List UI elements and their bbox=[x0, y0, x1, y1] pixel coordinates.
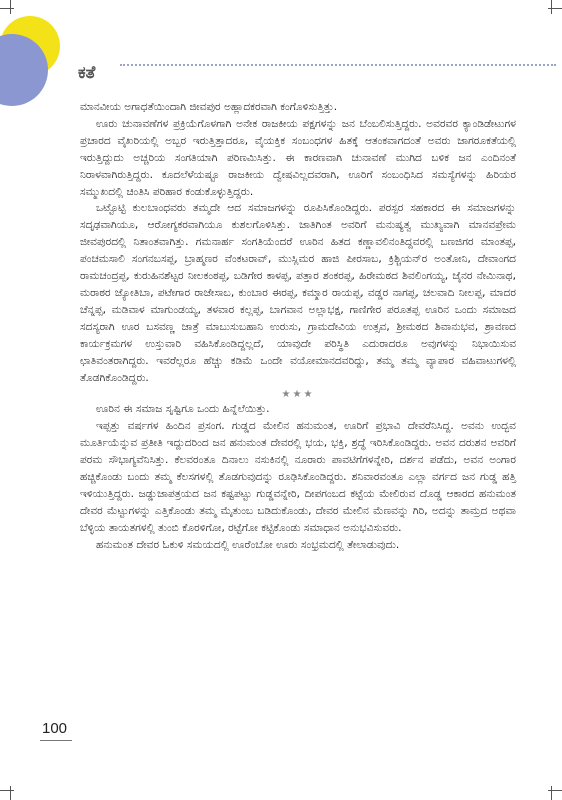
paragraph: ಇಪ್ಪತ್ತು ವರ್ಷಗಳ ಹಿಂದಿನ ಪ್ರಸಂಗ. ಗುಡ್ಡದ ಮೇಲಿನ ಹನುಮಂತ, ಊರಿಗೆ ಪ್ರಭಾವಿ ದೇವರೆನಿಸಿದ್ದ. ಅವನು ಉದ್ಭವ ಮೂರ್ತಿಯೆನ್ನುವ ಪ್ರತೀತಿ ಇದ್ದುದರಿಂದ ಜನ ಹನುಮಂತ ದೇವರಲ್ಲಿ ಭಯ, ಭಕ್ತಿ, ಶ್ರದ್ಧೆ ಇರಿಸಿಕೊಂಡಿದ್ದರು. ಅವನ ದರುಶನ ಅವರಿಗೆ ಪರಮ ಸೌಭಾಗ್ಯವೆನಿಸಿತ್ತು. ಕೆಲವರಂತೂ ದಿನಾಲು ನಸುಕಿನಲ್ಲಿ ನೂರಾರು ಪಾವಟಿಗೆಗಳನ್ನೇರಿ, ದರ್ಶನ ಪಡೆದು, ಅವನ ಅಂಗಾರ ಹಚ್ಚಿಕೊಂಡು ಬಂದು ತಮ್ಮ ಕೆಲಸಗಳಲ್ಲಿ ತೊಡಗುವುದನ್ನು ರೂಢಿಸಿಕೊಂಡಿದ್ದರು. ಶನಿವಾರವಂತೂ ಎಲ್ಲಾ ವರ್ಗದ ಜನ ಗುಡ್ಡ ಹತ್ತಿ ಇಳಿಯುತ್ತಿದ್ದರು. ಜಡ್ಡುಜಾಪತ್ರಯದ ಜನ ಕಷ್ಟಪಟ್ಟು ಗುಡ್ಡವನ್ನೇರಿ, ದೀಪಗಂಬದ ಕಟ್ಟೆಯ ಮೇಲಿರುವ ದೊಡ್ಡ ಆಕಾರದ ಹನುಮಂತ ದೇವರ ಮೆಟ್ಟುಗಳನ್ನು ಎತ್ತಿಕೊಂಡು ತಮ್ಮ ಮೈತುಂಬ ಬಡಿದುಕೊಂಡು, ದೇವರ ಮೇಲಿನ ಮೆಣವನ್ನು ಗಿರಿ, ಅದನ್ನು ತಾಮ್ರದ ಅಥವಾ ಬೆಳ್ಳಿಯ ತಾಯತಗಳಲ್ಲಿ ತುಂಬಿ ಕೊರಳಿಗೋ, ರಟ್ಟೆಗೋ ಕಟ್ಟಿಕೊಂಡು ಸಮಾಧಾನ ಅನುಭವಿಸುವರು. bbox=[80, 420, 516, 534]
crop-mark bbox=[551, 786, 552, 800]
story-body bbox=[80, 99, 516, 554]
page-number-rule bbox=[40, 740, 72, 741]
page-number: 100 bbox=[42, 720, 68, 737]
corner-decoration bbox=[0, 0, 90, 110]
crop-mark bbox=[551, 0, 552, 14]
paragraph: ಹನುಮಂತ ದೇವರ ಓಕುಳಿ ಸಮಯದಲ್ಲಿ ಊರೆಂಬೋ ಊರು ಸಂಭ್ರಮದಲ್ಲಿ ತೇಲಾಡುವುದು. bbox=[96, 538, 400, 551]
section-separator: ★★★ bbox=[281, 389, 315, 401]
crop-mark bbox=[10, 786, 11, 800]
paragraph: ಒಟ್ಟೊಟ್ಟಿ ಕುಲಬಾಂಧವರು ತಮ್ಮದೇ ಆದ ಸಮಾಜಗಳನ್ನು ರೂಪಿಸಿಕೊಂಡಿದ್ದರು. ಪರಸ್ಪರ ಸಹಕಾರದ ಈ ಸಮಾಜಗಳನ್ನು ಸದೃಢವಾಗಿಯೂ, ಆರೋಗ್ಯಕರವಾಗಿಯೂ ಕುಶಲಗೊಳಿಸಿತ್ತು. ಜಾತಿಗಿಂತ ಅವರಿಗೆ ಮನುಷ್ಯತ್ವ ಮುಖ್ಯವಾಗಿ ಮಾನವಪ್ರೇಮ ಜೀವಪುರದಲ್ಲಿ ನಿತಾಂತವಾಗಿತ್ತು. ಗಮನಾರ್ಹ ಸಂಗತಿಯೆಂದರೆ ಊರಿನ ಹಿತದ ಕಣ್ಣಾವಲಿನಂತಿದ್ದವರಲ್ಲಿ ಬಣಜಿಗರ ಮಾಂತಪ್ಪ, ಪಂಚಮಸಾಲಿ ಸಂಗನಬಸಪ್ಪ, ಬ್ರಾಹ್ಮಣರ ವೆಂಕಟರಾವ್, ಮುಸ್ಲಿಮರ ಹಾಜಿ ಪೀರಸಾಬ, ಕ್ರಿಶ್ಚಿಯನ್‌ರ ಅಂತೋನಿ, ದೇವಾಂಗದ ರಾಮಚಂದ್ರಪ್ಪ, ಕುರುಹಿನಶೆಟ್ಟರ ನೀಲಕಂಠಪ್ಪ, ಬಡಿಗೇರ ಕಾಳಪ್ಪ, ಪತ್ತಾರ ಶಂಕರಪ್ಪ, ಹಿರೇಮಠದ ಶಿವಲಿಂಗಯ್ಯ, ಜೈನರ ನೇಮಿನಾಥ, ಮರಾಠರ ಜ್ಯೋತಿಬಾ, ಪಟೇಗಾರ ರಾಜೇಸಾಬ, ಕುಂಬಾರ ಈರಪ್ಪ, ಕಮ್ಮಾರ ರಾಯಪ್ಪ, ವಡ್ಡರ ನಾಗಪ್ಪ, ಚಲವಾದಿ ನೀಲಪ್ಪ, ಮಾದರ ಚೆನ್ನಪ್ಪ, ಮಡಿವಾಳ ಮಾಗುಂಡಯ್ಯ, ತಳವಾರ ಕಲ್ಲಪ್ಪ, ಬಾಗವಾನ ಅಲ್ಲಾಭಕ್ಷ, ಗಾಣಿಗೇರ ಪರೂತಪ್ಪ ಊರಿನ ಒಂದು ಸಮಾಜದ ಸದಸ್ಯರಾಗಿ ಊರ ಬಸವಣ್ಣ ಜಾತ್ರೆ ಮಾಬುಸುಬಹಾನಿ ಉರುಸು, ಗ್ರಾಮದೇವಿಯ ಉತ್ಸವ, ಶ್ರೀಮಠದ ಶಿವಾನುಭವ, ಶ್ರಾವಣದ ಕಾರ್ಯಕ್ರಮಗಳ ಉಸ್ತುವಾರಿ ವಹಿಸಿಕೊಂಡಿದ್ದಲ್ಲದೆ, ಯಾವುದೇ ಪರಿಸ್ಥಿತಿ ಎದುರಾದರೂ ಅವುಗಳನ್ನು ನಿಭಾಯಿಸುವ ಛಾತಿವಂತರಾಗಿದ್ದರು. ಇವರೆಲ್ಲರೂ ಹೆಚ್ಚು ಕಡಿಮೆ ಒಂದೇ ವಯೋಮಾನದವರಿದ್ದು, ತಮ್ಮ ತಮ್ಮ ವ್ಯಾಪಾರ ವಹಿವಾಟುಗಳಲ್ಲಿ ತೊಡಗಿಕೊಂಡಿದ್ದರು. bbox=[80, 202, 516, 384]
section-title: ಕತೆ bbox=[78, 63, 96, 83]
paragraph: ಊರಿನ ಈ ಸಮಾಜ ಸೃಷ್ಟಿಗೂ ಒಂದು ಹಿನ್ನೆಲೆಯಿತ್ತು. bbox=[96, 403, 270, 416]
paragraph: ಊರು ಚುನಾವಣೆಗಳ ಪ್ರಕ್ರಿಯೆಗೊಳಗಾಗಿ ಅನೇಕ ರಾಜಕೀಯ ಪಕ್ಷಗಳನ್ನು ಜನ ಬೆಂಬಲಿಸುತ್ತಿದ್ದರು. ಅವರವರ ಕ್ಯಾಂಡಿಡೇಟುಗಳ ಪ್ರಚಾರದ ವೈಖರಿಯಲ್ಲಿ ಅಬ್ಬರ ಇರುತ್ತಿತ್ತಾದರೂ, ವೈಯಕ್ತಿಕ ಸಂಬಂಧಗಳ ಹಿತಕ್ಕೆ ಆತಂಕವಾಗದಂತೆ ಅವರು ಜಾಗರೂಕತೆಯಲ್ಲಿ ಇರುತ್ತಿದ್ದುದು ಅಚ್ಚರಿಯ ಸಂಗತಿಯಾಗಿ ಪರಿಣಮಿಸಿತ್ತು. ಈ ಕಾರಣವಾಗಿ ಚುನಾವಣೆ ಮುಗಿದ ಬಳಿಕ ಜನ ಎಂದಿನಂತೆ ನಿರಾಳವಾಗಿರುತ್ತಿದ್ದರು. ಕೂದಲೆಳೆಯಷ್ಟೂ ರಾಜಕೀಯ ದ್ವೇಷವಿಲ್ಲದವರಾಗಿ, ಊರಿಗೆ ಸಂಬಂಧಿಸಿದ ಸಮಸ್ಯೆಗಳನ್ನು ಹಿರಿಯರ ಸಮ್ಮುಖದಲ್ಲಿ ಚಿಂತಿಸಿ ಪರಿಹಾರ ಕಂಡುಕೊಳ್ಳುತ್ತಿದ್ದರು. bbox=[80, 117, 516, 198]
crop-mark bbox=[0, 790, 14, 791]
dotted-rule bbox=[120, 64, 556, 66]
paragraph: ಮಾನವೀಯ ಅಗಾಧತೆಯಿಂದಾಗಿ ಜೀವಪುರ ಅಹ್ಲಾದಕರವಾಗಿ ಕಂಗೊಳಿಸುತ್ತಿತ್ತು. bbox=[80, 101, 338, 113]
